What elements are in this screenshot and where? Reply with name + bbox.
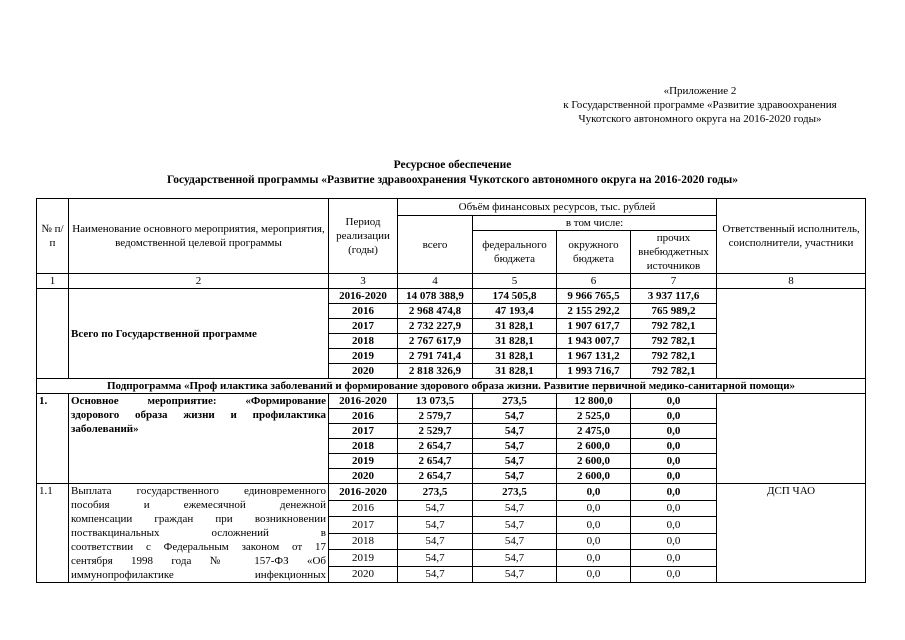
period-cell: 2016-2020 [329, 289, 398, 304]
district-cell: 2 600,0 [557, 454, 631, 469]
district-cell: 1 943 007,7 [557, 334, 631, 349]
other-cell: 0,0 [631, 500, 717, 517]
total-cell: 54,7 [398, 566, 473, 583]
federal-cell: 273,5 [473, 394, 557, 409]
federal-cell: 54,7 [473, 469, 557, 484]
federal-cell: 54,7 [473, 566, 557, 583]
document-title [40, 158, 865, 188]
title-line-1: Ресурсное обеспечение [393, 159, 512, 171]
appendix-line-1: «Приложение 2 [663, 85, 737, 97]
district-cell: 2 475,0 [557, 424, 631, 439]
total-cell: 2 654,7 [398, 454, 473, 469]
total-cell: 273,5 [398, 484, 473, 501]
federal-cell: 31 828,1 [473, 364, 557, 379]
district-cell: 0,0 [557, 533, 631, 550]
total-cell: 13 073,5 [398, 394, 473, 409]
total-cell: 2 818 326,9 [398, 364, 473, 379]
district-cell: 12 800,0 [557, 394, 631, 409]
col-number: 7 [631, 274, 717, 289]
header-including: в том числе: [473, 216, 717, 231]
col-number: 1 [37, 274, 69, 289]
subprogram-row [37, 379, 866, 394]
total-cell: 14 078 388,9 [398, 289, 473, 304]
other-cell: 765 989,2 [631, 304, 717, 319]
other-cell: 0,0 [631, 484, 717, 501]
resource-table [36, 198, 866, 583]
total-label: Всего по Государственной программе [69, 289, 329, 379]
federal-cell: 54,7 [473, 500, 557, 517]
other-cell: 792 782,1 [631, 364, 717, 379]
table-row [37, 394, 866, 409]
period-cell: 2018 [329, 334, 398, 349]
federal-cell: 273,5 [473, 484, 557, 501]
total-num-cell [37, 289, 69, 379]
total-cell: 2 767 617,9 [398, 334, 473, 349]
subprogram-title: Подпрограмма «Проф илактика заболеваний и формирование здорового образа жизни. Развитие первичной медико-санитарной помощи» [37, 379, 866, 394]
period-cell: 2017 [329, 424, 398, 439]
total-cell: 2 579,7 [398, 409, 473, 424]
other-cell: 0,0 [631, 424, 717, 439]
district-cell: 0,0 [557, 550, 631, 567]
total-cell: 54,7 [398, 550, 473, 567]
district-cell: 9 966 765,5 [557, 289, 631, 304]
activity-1-responsible [717, 394, 866, 484]
title-line-2: Государственной программы «Развитие здравоохранения Чукотского автономного округа на 2016-2020 годы» [166, 174, 739, 186]
other-cell: 0,0 [631, 517, 717, 534]
activity-1-name [69, 394, 329, 484]
period-cell: 2020 [329, 566, 398, 583]
other-cell: 0,0 [631, 469, 717, 484]
col-number: 4 [398, 274, 473, 289]
federal-cell: 54,7 [473, 454, 557, 469]
period-cell: 2018 [329, 439, 398, 454]
period-cell: 2019 [329, 349, 398, 364]
table-row [37, 289, 866, 304]
other-cell: 3 937 117,6 [631, 289, 717, 304]
period-cell: 2020 [329, 364, 398, 379]
period-cell: 2016-2020 [329, 484, 398, 501]
total-cell: 2 732 227,9 [398, 319, 473, 334]
other-cell: 0,0 [631, 394, 717, 409]
header-responsible: Ответственный исполнитель, соисполнители, участники [717, 199, 866, 274]
header-federal: федерального бюджета [473, 231, 557, 274]
other-cell: 0,0 [631, 439, 717, 454]
header-district: окружного бюджета [557, 231, 631, 274]
period-cell: 2019 [329, 550, 398, 567]
district-cell: 2 525,0 [557, 409, 631, 424]
activity-1-line: заболеваний» [71, 423, 139, 435]
activity-11-line: Выплата государственного единовременного [71, 485, 326, 497]
header-period: Период реализации (годы) [329, 199, 398, 274]
period-cell: 2018 [329, 533, 398, 550]
other-cell: 0,0 [631, 409, 717, 424]
total-cell: 2 654,7 [398, 439, 473, 454]
other-cell: 0,0 [631, 533, 717, 550]
other-cell: 0,0 [631, 550, 717, 567]
total-cell: 2 529,7 [398, 424, 473, 439]
activity-11-line: иммунопрофилактике инфекционных [71, 569, 326, 581]
total-cell: 54,7 [398, 533, 473, 550]
district-cell: 0,0 [557, 566, 631, 583]
header-name: Наименование основного мероприятия, мероприятия, ведомственной целевой программы [69, 199, 329, 274]
activity-1-line: Основное мероприятие: «Формирование [71, 395, 326, 407]
total-responsible-cell [717, 289, 866, 379]
col-number: 3 [329, 274, 398, 289]
total-cell: 2 791 741,4 [398, 349, 473, 364]
total-cell: 2 654,7 [398, 469, 473, 484]
activity-1-num: 1. [37, 394, 69, 484]
activity-11-responsible: ДСП ЧАО [717, 484, 866, 583]
federal-cell: 54,7 [473, 409, 557, 424]
federal-cell: 54,7 [473, 550, 557, 567]
activity-11-line: поствакцинальных осложнений в [71, 527, 326, 539]
district-cell: 2 155 292,2 [557, 304, 631, 319]
district-cell: 1 993 716,7 [557, 364, 631, 379]
period-cell: 2017 [329, 319, 398, 334]
federal-cell: 54,7 [473, 533, 557, 550]
activity-11-line: соответствии с Федеральным законом от 17 [71, 541, 326, 553]
header-other: прочих внебюджетных источников [631, 231, 717, 274]
period-cell: 2016 [329, 500, 398, 517]
col-number: 5 [473, 274, 557, 289]
activity-11-line: пособия и ежемесячной денежной [71, 499, 326, 511]
total-cell: 54,7 [398, 500, 473, 517]
period-cell: 2019 [329, 454, 398, 469]
federal-cell: 54,7 [473, 439, 557, 454]
appendix-line-2: к Государственной программе «Развитие здравоохранения [563, 99, 837, 111]
period-cell: 2016 [329, 409, 398, 424]
total-cell: 54,7 [398, 517, 473, 534]
other-cell: 0,0 [631, 454, 717, 469]
activity-11-num: 1.1 [37, 484, 69, 583]
district-cell: 2 600,0 [557, 469, 631, 484]
activity-11-line: компенсации граждан при возникновении [71, 513, 326, 525]
period-cell: 2016 [329, 304, 398, 319]
district-cell: 2 600,0 [557, 439, 631, 454]
period-cell: 2020 [329, 469, 398, 484]
federal-cell: 31 828,1 [473, 319, 557, 334]
activity-1-line: здорового образа жизни и профилактика [71, 409, 326, 421]
activity-11-name [69, 484, 329, 583]
other-cell: 792 782,1 [631, 349, 717, 364]
district-cell: 1 967 131,2 [557, 349, 631, 364]
table-row [37, 484, 866, 501]
district-cell: 0,0 [557, 484, 631, 501]
other-cell: 792 782,1 [631, 319, 717, 334]
col-number: 6 [557, 274, 631, 289]
other-cell: 0,0 [631, 566, 717, 583]
period-cell: 2016-2020 [329, 394, 398, 409]
period-cell: 2017 [329, 517, 398, 534]
header-total: всего [398, 216, 473, 274]
appendix-line-3: Чукотского автономного округа на 2016-2020 годы» [578, 113, 822, 125]
federal-cell: 31 828,1 [473, 334, 557, 349]
district-cell: 1 907 617,7 [557, 319, 631, 334]
district-cell: 0,0 [557, 500, 631, 517]
federal-cell: 54,7 [473, 517, 557, 534]
federal-cell: 47 193,4 [473, 304, 557, 319]
other-cell: 792 782,1 [631, 334, 717, 349]
federal-cell: 31 828,1 [473, 349, 557, 364]
header-num: № п/п [37, 199, 69, 274]
col-number: 8 [717, 274, 866, 289]
header-volume: Объём финансовых ресурсов, тыс. рублей [398, 199, 717, 216]
district-cell: 0,0 [557, 517, 631, 534]
total-cell: 2 968 474,8 [398, 304, 473, 319]
activity-11-line: сентября 1998 года № 157-ФЗ «Об [71, 555, 326, 567]
appendix-note [470, 84, 905, 126]
col-number: 2 [69, 274, 329, 289]
federal-cell: 174 505,8 [473, 289, 557, 304]
federal-cell: 54,7 [473, 424, 557, 439]
